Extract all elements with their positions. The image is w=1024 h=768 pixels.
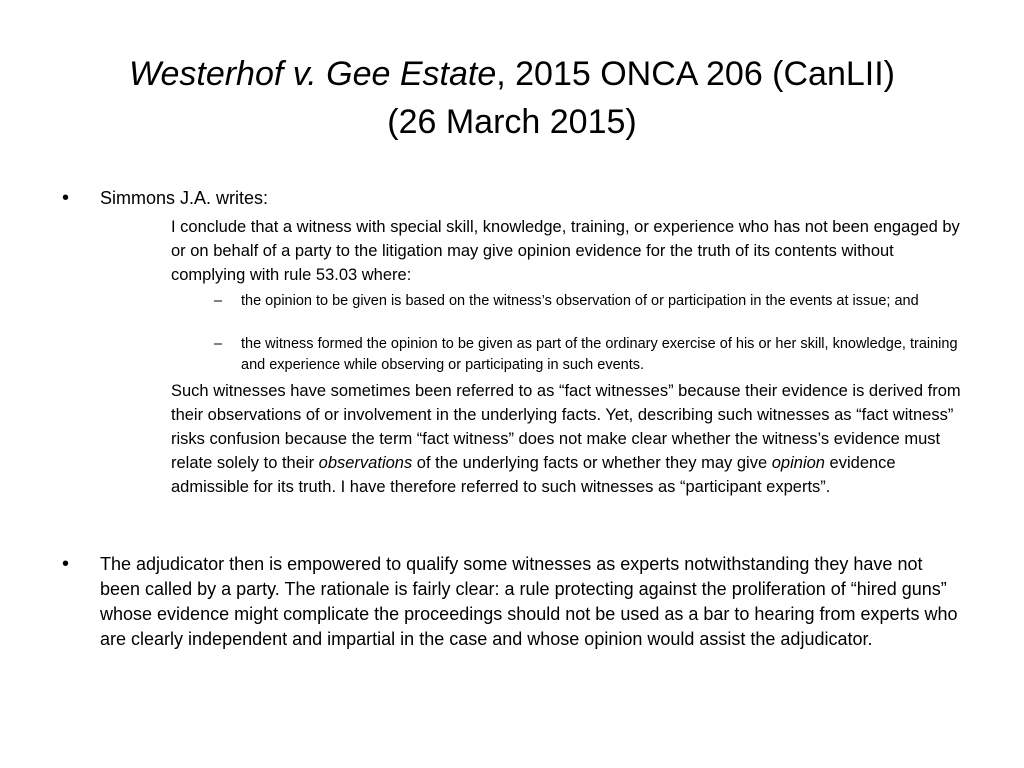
quote-list-item-text: the witness formed the opinion to be given as part of the ordinary exercise of his or her skill, knowledge, training and experience while observing or participating in such events. xyxy=(241,336,958,373)
bullet-icon: • xyxy=(62,553,70,575)
quote-paragraph-text: of the underlying facts or whether they may give xyxy=(412,454,772,472)
bullet-item-simmons xyxy=(62,186,962,211)
bullet-item-adjudicator xyxy=(62,552,962,652)
dash-icon: – xyxy=(214,293,223,309)
slide-title xyxy=(60,50,964,146)
quote-paragraph-text: Such witnesses have sometimes been referred to as “fact witnesses” because their evidence is derived from their observations of or involvement in the underlying facts. Yet, describing such witnesses as “fact witness” risks confusion because the term “fact witness” does not make clear whether the witness’s evidence must relate solely to their xyxy=(171,382,961,472)
quote-paragraph-text: evidence admissible for its truth. I have therefore referred to such witnesses as “participant experts”. xyxy=(171,454,896,496)
quote-list-item xyxy=(214,291,962,312)
dash-icon: – xyxy=(214,336,223,352)
title-citation: , 2015 ONCA 206 (CanLII) xyxy=(496,55,896,93)
bullet-text: The adjudicator then is empowered to qualify some witnesses as experts notwithstanding they have not been called by a party. The rationale is fairly clear: a rule protecting against the proliferation of “hired guns” whose evidence might complicate the proceedings should not be used as a bar to hearing from experts who are clearly independent and impartial in the case and whose opinion would assist the adjudicator. xyxy=(100,554,958,649)
bullet-text: Simmons J.A. writes: xyxy=(100,188,269,208)
quote-emphasis-observations: observations xyxy=(318,454,413,472)
quote-emphasis-opinion: opinion xyxy=(771,454,825,472)
title-date: (26 March 2015) xyxy=(387,103,637,141)
quote-list-item xyxy=(214,334,962,376)
bullet-icon: • xyxy=(62,187,70,209)
quote-paragraph xyxy=(171,379,961,499)
quote-list-item-text: the opinion to be given is based on the witness’s observation of or participation in the events at issue; and xyxy=(241,293,919,309)
quote-intro: I conclude that a witness with special skill, knowledge, training, or experience who has not been engaged by or on behalf of a party to the litigation may give opinion evidence for the truth of its contents without complying with rule 53.03 where: xyxy=(171,218,960,284)
title-case-name: Westerhof v. Gee Estate xyxy=(128,55,497,93)
